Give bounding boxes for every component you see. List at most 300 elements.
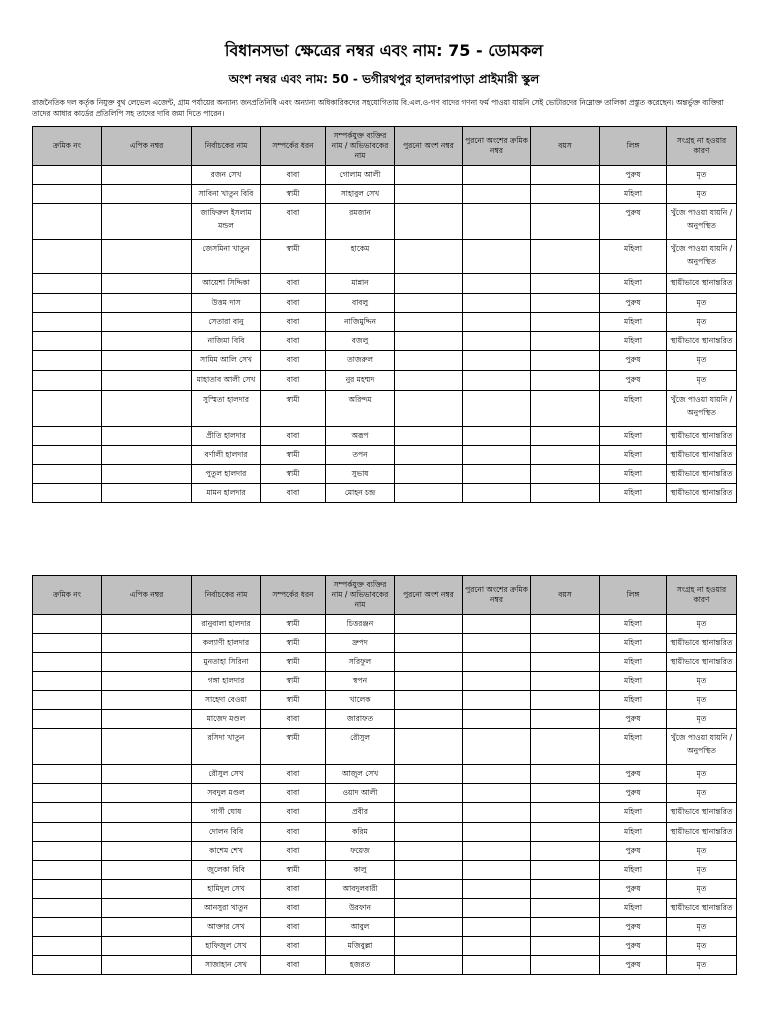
age-cell (531, 691, 600, 710)
relation-type-cell: বাবা (261, 823, 326, 842)
col-epic-header: এপিক নম্বর (102, 127, 192, 166)
reason-cell: স্থায়ীভাবে স্থানান্তরিত (667, 653, 737, 672)
serial-cell (33, 634, 102, 653)
old-serial-cell (463, 784, 531, 803)
age-cell (531, 351, 600, 371)
relative-name-cell: উরফান (326, 899, 395, 918)
relative-name-cell: মান্নান (326, 274, 395, 294)
table-row (33, 204, 737, 240)
age-cell (531, 427, 600, 446)
relation-type-cell: স্বামী (261, 672, 326, 691)
relative-name-cell: কালু (326, 861, 395, 880)
old-part-cell (395, 691, 463, 710)
epic-cell (102, 634, 192, 653)
relation-type-cell: বাবা (261, 166, 326, 185)
epic-cell (102, 391, 192, 427)
voter-table-1 (32, 126, 737, 503)
age-cell (531, 185, 600, 204)
old-part-cell (395, 899, 463, 918)
elector-name-cell: সাবিনা খাতুন বিবি (192, 185, 261, 204)
old-serial-cell (463, 351, 531, 371)
reason-cell: স্থায়ীভাবে স্থানান্তরিত (667, 446, 737, 465)
relative-name-cell: হাকেম (326, 240, 395, 274)
reason-cell: মৃত (667, 615, 737, 634)
gender-cell: মহিলা (600, 391, 667, 427)
elector-name-cell: উত্তম দাস (192, 294, 261, 313)
serial-cell (33, 803, 102, 823)
col-epic-header: এপিক নম্বর (102, 576, 192, 615)
relation-type-cell: বাবা (261, 765, 326, 784)
relation-type-cell: বাবা (261, 803, 326, 823)
table-row (33, 823, 737, 842)
relation-type-cell: বাবা (261, 332, 326, 351)
relation-type-cell: স্বামী (261, 465, 326, 484)
relation-type-cell: বাবা (261, 371, 326, 391)
old-serial-cell (463, 956, 531, 975)
epic-cell (102, 861, 192, 880)
relation-type-cell: বাবা (261, 204, 326, 240)
age-cell (531, 166, 600, 185)
old-serial-cell (463, 185, 531, 204)
old-part-cell (395, 465, 463, 484)
elector-name-cell: কল্যাণী হালদার (192, 634, 261, 653)
old-serial-cell (463, 653, 531, 672)
table-row (33, 861, 737, 880)
gender-cell: পুরুষ (600, 937, 667, 956)
serial-cell (33, 672, 102, 691)
relation-type-cell: স্বামী (261, 861, 326, 880)
old-serial-cell (463, 204, 531, 240)
epic-cell (102, 185, 192, 204)
old-part-cell (395, 672, 463, 691)
col-gender-header: লিঙ্গ (600, 576, 667, 615)
age-cell (531, 880, 600, 899)
col-relation-header: সম্পর্কের ধরন (261, 127, 326, 166)
age-cell (531, 240, 600, 274)
relation-type-cell: বাবা (261, 956, 326, 975)
reason-cell: মৃত (667, 956, 737, 975)
table-row (33, 446, 737, 465)
old-serial-cell (463, 729, 531, 765)
elector-name-cell: রানুবালা হালদার (192, 615, 261, 634)
relative-name-cell: স্বপন (326, 672, 395, 691)
gender-cell: মহিলা (600, 803, 667, 823)
serial-cell (33, 465, 102, 484)
elector-name-cell: সাজাহান সেখ (192, 956, 261, 975)
relative-name-cell: আবুল (326, 918, 395, 937)
table-header-row (33, 127, 737, 166)
reason-cell: স্থায়ীভাবে স্থানান্তরিত (667, 465, 737, 484)
epic-cell (102, 313, 192, 332)
age-cell (531, 710, 600, 729)
reason-cell: মৃত (667, 842, 737, 861)
age-cell (531, 204, 600, 240)
gender-cell: মহিলা (600, 634, 667, 653)
table-row (33, 313, 737, 332)
table-row (33, 899, 737, 918)
serial-cell (33, 729, 102, 765)
serial-cell (33, 332, 102, 351)
table-row (33, 391, 737, 427)
old-serial-cell (463, 240, 531, 274)
table-row (33, 274, 737, 294)
gender-cell: পুরুষ (600, 956, 667, 975)
old-serial-cell (463, 615, 531, 634)
elector-name-cell: আক্তার সেখ (192, 918, 261, 937)
gender-cell: পুরুষ (600, 842, 667, 861)
elector-name-cell: দোলন বিবি (192, 823, 261, 842)
age-cell (531, 899, 600, 918)
gender-cell: পুরুষ (600, 765, 667, 784)
reason-cell: স্থায়ীভাবে স্থানান্তরিত (667, 803, 737, 823)
gender-cell: পুরুষ (600, 784, 667, 803)
relative-name-cell: ওয়াদ আলী (326, 784, 395, 803)
relation-type-cell: বাবা (261, 842, 326, 861)
reason-cell: মৃত (667, 765, 737, 784)
age-cell (531, 274, 600, 294)
age-cell (531, 615, 600, 634)
serial-cell (33, 484, 102, 503)
relative-name-cell: নাজিমুদ্দিন (326, 313, 395, 332)
old-serial-cell (463, 937, 531, 956)
reason-cell: খুঁজে পাওয়া যায়নি / অনুপস্থিত (667, 204, 737, 240)
elector-name-cell: গঙ্গা হালদার (192, 672, 261, 691)
elector-name-cell: সেতারা বানু (192, 313, 261, 332)
elector-name-cell: মামন হালদার (192, 484, 261, 503)
relation-type-cell: স্বামী (261, 240, 326, 274)
reason-cell: স্থায়ীভাবে স্থানান্তরিত (667, 634, 737, 653)
col-name-header: নির্বাচকের নাম (192, 127, 261, 166)
epic-cell (102, 784, 192, 803)
col-relative-header: সম্পর্কযুক্ত ব্যক্তির নাম / অভিভাবকের নাম (326, 127, 395, 166)
age-cell (531, 294, 600, 313)
age-cell (531, 332, 600, 351)
gender-cell: পুরুষ (600, 371, 667, 391)
age-cell (531, 465, 600, 484)
elector-name-cell: গার্গী ঘোষ (192, 803, 261, 823)
relation-type-cell: স্বামী (261, 634, 326, 653)
epic-cell (102, 240, 192, 274)
reason-cell: মৃত (667, 166, 737, 185)
old-serial-cell (463, 691, 531, 710)
age-cell (531, 861, 600, 880)
relative-name-cell: চিত্তরঞ্জন (326, 615, 395, 634)
relation-type-cell: বাবা (261, 427, 326, 446)
relative-name-cell: গোলাম আলী (326, 166, 395, 185)
relation-type-cell: বাবা (261, 710, 326, 729)
old-serial-cell (463, 465, 531, 484)
old-part-cell (395, 166, 463, 185)
old-part-cell (395, 729, 463, 765)
epic-cell (102, 710, 192, 729)
old-part-cell (395, 615, 463, 634)
old-serial-cell (463, 634, 531, 653)
age-cell (531, 484, 600, 503)
table-row (33, 937, 737, 956)
relative-name-cell: সুভাষ (326, 465, 395, 484)
old-part-cell (395, 937, 463, 956)
gender-cell: মহিলা (600, 427, 667, 446)
epic-cell (102, 765, 192, 784)
age-cell (531, 634, 600, 653)
col-age-header: বয়স (531, 127, 600, 166)
relative-name-cell: নুর মহম্মদ (326, 371, 395, 391)
gender-cell: পুরুষ (600, 710, 667, 729)
age-cell (531, 842, 600, 861)
relation-type-cell: বাবা (261, 918, 326, 937)
table-row (33, 351, 737, 371)
table-row (33, 784, 737, 803)
elector-name-cell: নাজিমা বিবি (192, 332, 261, 351)
age-cell (531, 918, 600, 937)
reason-cell: স্থায়ীভাবে স্থানান্তরিত (667, 899, 737, 918)
gender-cell: মহিলা (600, 729, 667, 765)
reason-cell: স্থায়ীভাবে স্থানান্তরিত (667, 274, 737, 294)
gender-cell: মহিলা (600, 465, 667, 484)
old-serial-cell (463, 274, 531, 294)
old-serial-cell (463, 803, 531, 823)
old-part-cell (395, 274, 463, 294)
elector-name-cell: রজন সেখ (192, 166, 261, 185)
age-cell (531, 937, 600, 956)
elector-name-cell: জুলেকা বিবি (192, 861, 261, 880)
relative-name-cell: আবদুলবারী (326, 880, 395, 899)
elector-name-cell: মাহাতাব আলী সেখ (192, 371, 261, 391)
old-serial-cell (463, 484, 531, 503)
elector-name-cell: বর্ণালী হালদার (192, 446, 261, 465)
relative-name-cell: রৌসুল (326, 729, 395, 765)
reason-cell: মৃত (667, 313, 737, 332)
col-reason-header: সংগ্রহ না হওয়ার কারণ (667, 576, 737, 615)
old-part-cell (395, 861, 463, 880)
old-part-cell (395, 351, 463, 371)
serial-cell (33, 446, 102, 465)
elector-name-cell: সবদুল মণ্ডল (192, 784, 261, 803)
serial-cell (33, 351, 102, 371)
col-old-part-header: পুরনো অংশ নম্বর (395, 576, 463, 615)
age-cell (531, 672, 600, 691)
relation-type-cell: বাবা (261, 351, 326, 371)
old-part-cell (395, 803, 463, 823)
col-serial-header: ক্রমিক নং (33, 127, 102, 166)
elector-name-cell: হাফিজুল সেখ (192, 937, 261, 956)
age-cell (531, 803, 600, 823)
table-row (33, 729, 737, 765)
epic-cell (102, 166, 192, 185)
relation-type-cell: বাবা (261, 899, 326, 918)
table-row (33, 294, 737, 313)
epic-cell (102, 918, 192, 937)
epic-cell (102, 842, 192, 861)
instruction-note: রাজনৈতিক দল কর্তৃক নিযুক্ত বুথ লেভেল এজেন্ট, গ্রাম পর্যায়ের অন্যান্য জনপ্রতিনিধি এবং অন্যান্য অধিকারিকদের সহযোগিতায় বি.এল.ও-গণ বাদের গণনা ফর্ম পাওয়া যায়নি সেই ভোটারদের নিম্নোক্ত তালিকা প্রস্তুত করেছেন। অন্তর্ভুক্ত ব্যক্তিরা তাদের আধার কার্ডের প্রতিলিপি সহ তাদের দাবি জমা দিতে পারেন। (32, 98, 724, 118)
col-reason-header: সংগ্রহ না হওয়ার কারণ (667, 127, 737, 166)
old-part-cell (395, 240, 463, 274)
old-serial-cell (463, 313, 531, 332)
epic-cell (102, 484, 192, 503)
elector-name-cell: সামিম আলি সেখ (192, 351, 261, 371)
table-header-row (33, 576, 737, 615)
epic-cell (102, 880, 192, 899)
gender-cell: পুরুষ (600, 880, 667, 899)
relation-type-cell: বাবা (261, 880, 326, 899)
reason-cell: মৃত (667, 784, 737, 803)
old-serial-cell (463, 446, 531, 465)
relation-type-cell: বাবা (261, 784, 326, 803)
gender-cell: মহিলা (600, 313, 667, 332)
col-gender-header: লিঙ্গ (600, 127, 667, 166)
epic-cell (102, 803, 192, 823)
reason-cell: মৃত (667, 371, 737, 391)
old-serial-cell (463, 294, 531, 313)
epic-cell (102, 729, 192, 765)
old-part-cell (395, 204, 463, 240)
col-relation-header: সম্পর্কের ধরন (261, 576, 326, 615)
old-serial-cell (463, 332, 531, 351)
table-row (33, 710, 737, 729)
serial-cell (33, 918, 102, 937)
reason-cell: স্থায়ীভাবে স্থানান্তরিত (667, 484, 737, 503)
gender-cell: মহিলা (600, 823, 667, 842)
old-part-cell (395, 823, 463, 842)
serial-cell (33, 765, 102, 784)
gender-cell: পুরুষ (600, 204, 667, 240)
serial-cell (33, 204, 102, 240)
table-row (33, 918, 737, 937)
serial-cell (33, 391, 102, 427)
serial-cell (33, 691, 102, 710)
relation-type-cell: স্বামী (261, 691, 326, 710)
table-row (33, 803, 737, 823)
age-cell (531, 956, 600, 975)
old-serial-cell (463, 166, 531, 185)
elector-name-cell: প্রীতি হালদার (192, 427, 261, 446)
age-cell (531, 784, 600, 803)
old-serial-cell (463, 371, 531, 391)
reason-cell: মৃত (667, 710, 737, 729)
table-row (33, 880, 737, 899)
old-serial-cell (463, 391, 531, 427)
reason-cell: মৃত (667, 880, 737, 899)
relative-name-cell: হজরত (326, 956, 395, 975)
reason-cell: মৃত (667, 351, 737, 371)
serial-cell (33, 842, 102, 861)
gender-cell: মহিলা (600, 615, 667, 634)
epic-cell (102, 956, 192, 975)
serial-cell (33, 274, 102, 294)
elector-name-cell: কাশেম শেখ (192, 842, 261, 861)
old-serial-cell (463, 899, 531, 918)
elector-name-cell: মুনতাহা সিরিনা (192, 653, 261, 672)
age-cell (531, 446, 600, 465)
reason-cell: খুঁজে পাওয়া যায়নি / অনুপস্থিত (667, 391, 737, 427)
epic-cell (102, 899, 192, 918)
gender-cell: মহিলা (600, 446, 667, 465)
old-part-cell (395, 765, 463, 784)
table-row (33, 691, 737, 710)
old-serial-cell (463, 672, 531, 691)
old-part-cell (395, 484, 463, 503)
table-row (33, 240, 737, 274)
elector-name-cell: রসিদা খাতুন (192, 729, 261, 765)
old-part-cell (395, 634, 463, 653)
old-serial-cell (463, 765, 531, 784)
relative-name-cell: আজুল সেখ (326, 765, 395, 784)
old-serial-cell (463, 427, 531, 446)
page-title: বিধানসভা ক্ষেত্রের নম্বর এবং নাম: 75 - ডোমকল (224, 41, 544, 60)
epic-cell (102, 204, 192, 240)
table-row (33, 465, 737, 484)
table-row (33, 615, 737, 634)
table-row (33, 371, 737, 391)
old-part-cell (395, 427, 463, 446)
old-part-cell (395, 446, 463, 465)
relative-name-cell: করিম (326, 823, 395, 842)
relation-type-cell: স্বামী (261, 615, 326, 634)
col-relative-header: সম্পর্কযুক্ত ব্যক্তির নাম / অভিভাবকের নাম (326, 576, 395, 615)
relative-name-cell: মোহন চন্দ্র (326, 484, 395, 503)
age-cell (531, 313, 600, 332)
old-part-cell (395, 653, 463, 672)
col-serial-header: ক্রমিক নং (33, 576, 102, 615)
old-part-cell (395, 918, 463, 937)
elector-name-cell: সুস্মিতা হালদার (192, 391, 261, 427)
gender-cell: মহিলা (600, 274, 667, 294)
old-part-cell (395, 880, 463, 899)
col-age-header: বয়স (531, 576, 600, 615)
old-serial-cell (463, 880, 531, 899)
reason-cell: মৃত (667, 918, 737, 937)
relative-name-cell: তপন (326, 446, 395, 465)
voter-table-2 (32, 575, 737, 975)
relative-name-cell: সাহাবুল সেখ (326, 185, 395, 204)
gender-cell: মহিলা (600, 484, 667, 503)
epic-cell (102, 427, 192, 446)
epic-cell (102, 823, 192, 842)
table-row (33, 765, 737, 784)
epic-cell (102, 691, 192, 710)
old-part-cell (395, 842, 463, 861)
voter-table-2-body (33, 615, 737, 975)
gender-cell: মহিলা (600, 861, 667, 880)
serial-cell (33, 861, 102, 880)
epic-cell (102, 937, 192, 956)
relation-type-cell: বাবা (261, 313, 326, 332)
epic-cell (102, 274, 192, 294)
relative-name-cell: তাজরুল (326, 351, 395, 371)
table-row (33, 956, 737, 975)
relative-name-cell: সরিফুল (326, 653, 395, 672)
relation-type-cell: স্বামী (261, 391, 326, 427)
relative-name-cell: ফয়েজ (326, 842, 395, 861)
part-subtitle: অংশ নম্বর এবং নাম: 50 - ভগীরথপুর হালদারপাড়া প্রাইমারী স্কুল (228, 72, 540, 86)
elector-name-cell: হামিদুল সেখ (192, 880, 261, 899)
relation-type-cell: স্বামী (261, 185, 326, 204)
serial-cell (33, 937, 102, 956)
gender-cell: মহিলা (600, 332, 667, 351)
col-old-serial-header: পুরনো অংশের ক্রমিক নম্বর (463, 576, 531, 615)
elector-name-cell: আয়েশা সিদ্দিকা (192, 274, 261, 294)
elector-name-cell: রৌসুল সেখ (192, 765, 261, 784)
epic-cell (102, 672, 192, 691)
table-row (33, 484, 737, 503)
relation-type-cell: বাবা (261, 484, 326, 503)
table-row (33, 332, 737, 351)
gender-cell: মহিলা (600, 653, 667, 672)
reason-cell: মৃত (667, 937, 737, 956)
old-part-cell (395, 294, 463, 313)
relative-name-cell: প্রবীর (326, 803, 395, 823)
serial-cell (33, 615, 102, 634)
